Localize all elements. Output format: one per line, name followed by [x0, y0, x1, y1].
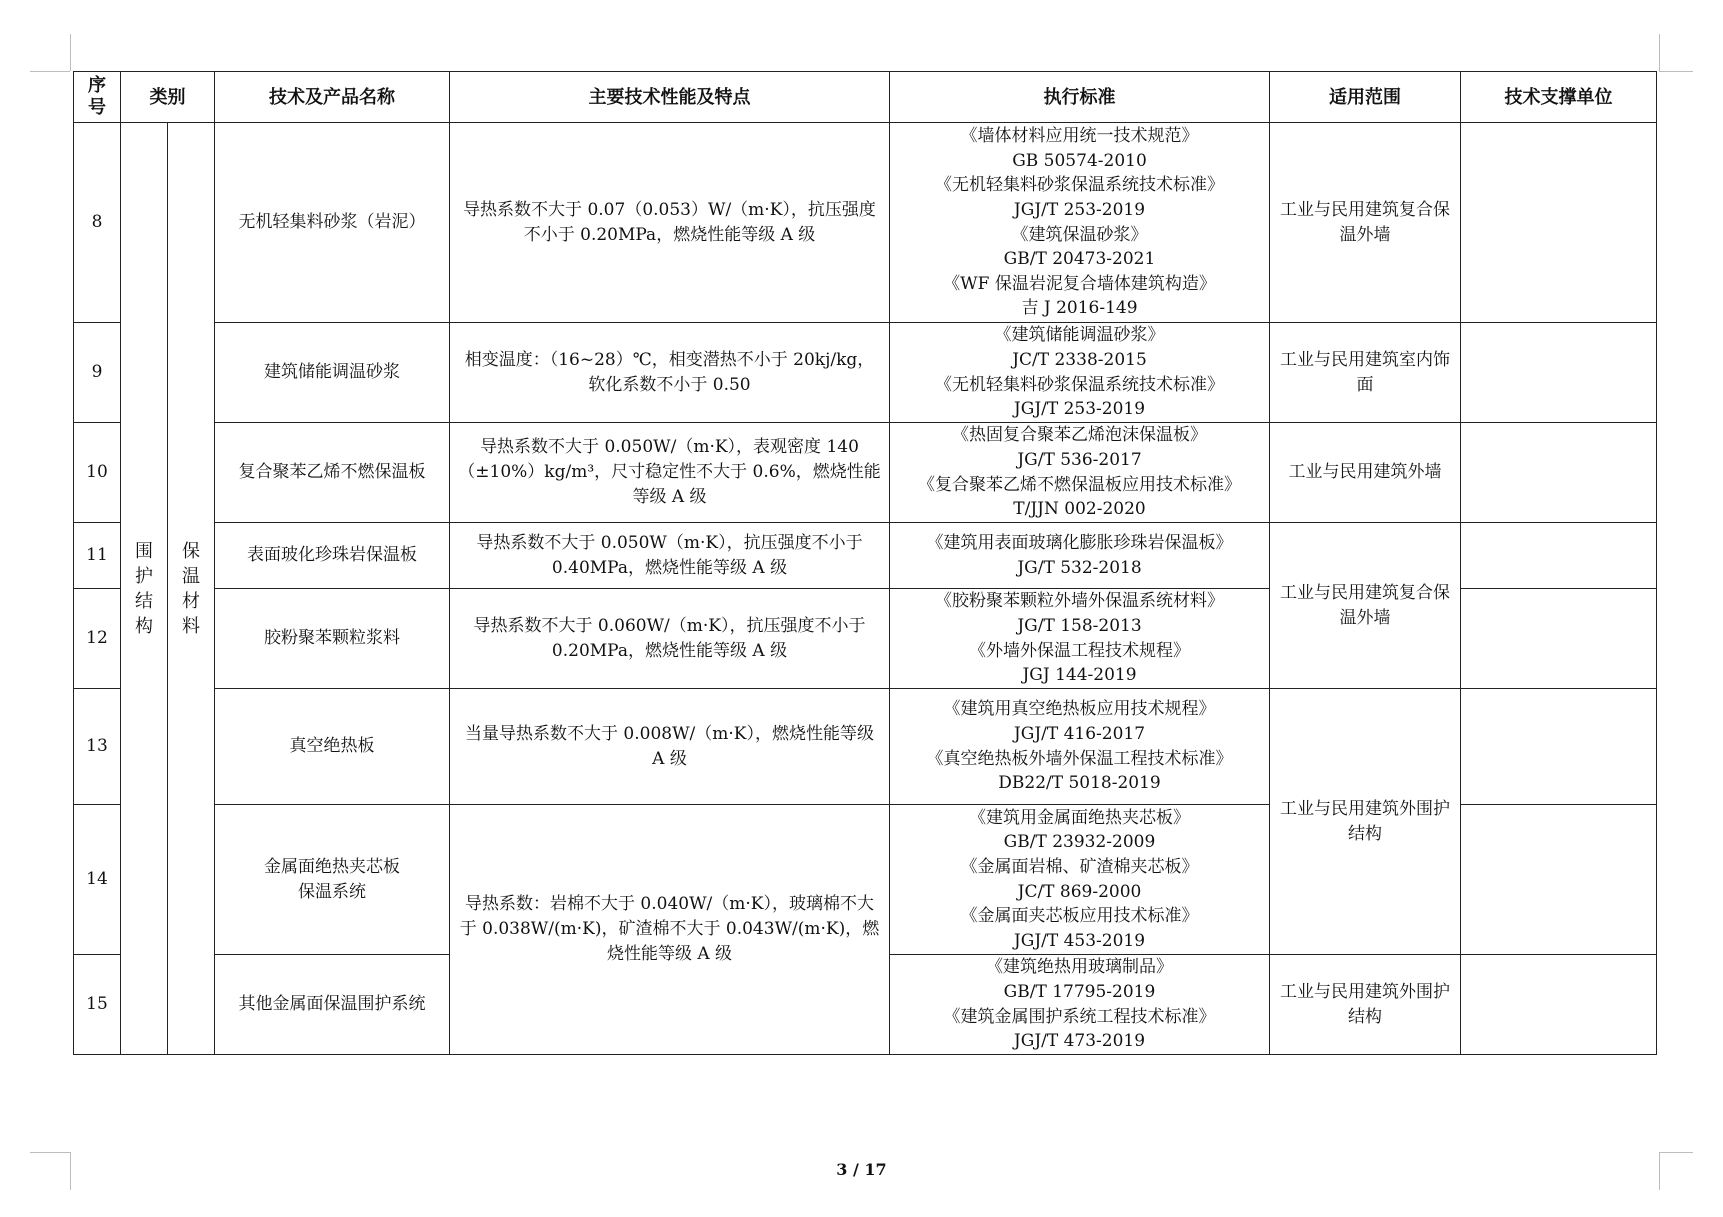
standard-line: 《外墙外保温工程技术规程》 [969, 640, 1190, 661]
standards-cell [890, 323, 1270, 423]
scope-cell: 工业与民用建筑外墙 [1270, 423, 1461, 523]
seq-cell: 14 [74, 805, 121, 955]
standard-line: GB 50574-2010 [1012, 150, 1147, 171]
name-line: 金属面绝热夹芯板 [264, 856, 400, 877]
name-cell: 复合聚苯乙烯不燃保温板 [215, 423, 450, 523]
crop-mark-tl-v [70, 34, 71, 71]
standard-line: 《金属面夹芯板应用技术标准》 [960, 906, 1199, 927]
features-cell: 导热系数不大于 0.050W/（m·K），表观密度 140（±10%）kg/m³，尺寸稳定性不大于 0.6%，燃烧性能等级 A 级 [450, 423, 890, 523]
standard-line: 《建筑金属围护系统工程技术标准》 [943, 1006, 1216, 1027]
standards-cell [890, 589, 1270, 689]
standard-line: JC/T 869-2000 [1017, 881, 1142, 902]
header-support: 技术支撑单位 [1461, 72, 1657, 123]
name-cell: 无机轻集料砂浆（岩泥） [215, 123, 450, 323]
standard-line: GB/T 20473-2021 [1003, 249, 1156, 270]
standard-line: JG/T 158-2013 [1017, 615, 1142, 636]
crop-mark-tr-h [1659, 71, 1693, 72]
seq-cell: 13 [74, 689, 121, 805]
table-row [74, 689, 1657, 805]
standard-line: 《墙体材料应用统一技术规范》 [960, 126, 1199, 147]
standard-line: T/JJN 002-2020 [1013, 499, 1146, 520]
standard-line: 《无机轻集料砂浆保温系统技术标准》 [935, 175, 1224, 196]
features-cell: 导热系数：岩棉不大于 0.040W/（m·K），玻璃棉不大于 0.038W/(m·K)，矿渣棉不大于 0.043W/(m·K)，燃烧性能等级 A 级 [450, 805, 890, 1055]
crop-mark-tr-v [1659, 34, 1660, 71]
standard-line: JGJ/T 253-2019 [1013, 399, 1146, 420]
standard-line: 《热固复合聚苯乙烯泡沫保温板》 [952, 425, 1207, 446]
features-cell: 当量导热系数不大于 0.008W/（m·K），燃烧性能等级 A 级 [450, 689, 890, 805]
table-row [74, 423, 1657, 523]
support-cell [1461, 323, 1657, 423]
standard-line: GB/T 23932-2009 [1003, 832, 1156, 853]
technology-table [73, 71, 1657, 1055]
standard-line: 《建筑用真空绝热板应用技术规程》 [943, 699, 1216, 720]
header-features: 主要技术性能及特点 [450, 72, 890, 123]
header-seq: 序号 [74, 72, 121, 123]
support-cell [1461, 589, 1657, 689]
features-cell: 导热系数不大于 0.050W（m·K），抗压强度不小于 0.40MPa，燃烧性能等级 A 级 [450, 523, 890, 589]
category-level1-cell [121, 123, 168, 1055]
standards-cell [890, 955, 1270, 1055]
standard-line: 《WF 保温岩泥复合墙体建筑构造》 [943, 273, 1216, 294]
table-row [74, 323, 1657, 423]
page-number: 3 / 17 [836, 1160, 887, 1179]
standard-line: JGJ/T 416-2017 [1013, 723, 1146, 744]
standard-line: 《建筑绝热用玻璃制品》 [986, 957, 1173, 978]
name-cell: 建筑储能调温砂浆 [215, 323, 450, 423]
category-level1: 围护结构 [135, 540, 153, 637]
crop-mark-br-h [1659, 1152, 1693, 1153]
features-cell: 导热系数不大于 0.07（0.053）W/（m·K），抗压强度不小于 0.20MPa，燃烧性能等级 A 级 [450, 123, 890, 323]
seq-cell: 8 [74, 123, 121, 323]
header-scope: 适用范围 [1270, 72, 1461, 123]
name-cell [215, 805, 450, 955]
standard-line: JG/T 532-2018 [1017, 557, 1142, 578]
name-line: 保温系统 [298, 881, 366, 902]
standard-line: 《建筑保温砂浆》 [1011, 224, 1148, 245]
support-cell [1461, 123, 1657, 323]
table-row [74, 123, 1657, 323]
category-level2: 保温材料 [182, 540, 200, 637]
name-cell: 表面玻化珍珠岩保温板 [215, 523, 450, 589]
scope-cell: 工业与民用建筑外围护结构 [1270, 955, 1461, 1055]
category-level2-cell [168, 123, 215, 1055]
seq-cell: 15 [74, 955, 121, 1055]
standards-cell [890, 805, 1270, 955]
standards-cell [890, 689, 1270, 805]
standards-cell [890, 523, 1270, 589]
standard-line: JGJ 144-2019 [1022, 665, 1137, 686]
standard-line: JGJ/T 453-2019 [1013, 930, 1146, 951]
standard-line: 《真空绝热板外墙外保温工程技术标准》 [926, 748, 1233, 769]
name-cell: 真空绝热板 [215, 689, 450, 805]
support-cell [1461, 523, 1657, 589]
scope-cell: 工业与民用建筑室内饰面 [1270, 323, 1461, 423]
standard-line: 《胶粉聚苯颗粒外墙外保温系统材料》 [935, 591, 1224, 612]
standard-line: DB22/T 5018-2019 [998, 773, 1161, 794]
standards-cell [890, 423, 1270, 523]
crop-mark-bl-h [30, 1152, 70, 1153]
features-cell: 导热系数不大于 0.060W/（m·K），抗压强度不小于 0.20MPa，燃烧性能等级 A 级 [450, 589, 890, 689]
standard-line: JC/T 2338-2015 [1012, 349, 1147, 370]
standard-line: JG/T 536-2017 [1017, 449, 1142, 470]
scope-cell: 工业与民用建筑复合保温外墙 [1270, 523, 1461, 689]
seq-cell: 10 [74, 423, 121, 523]
standard-line: 《金属面岩棉、矿渣棉夹芯板》 [960, 856, 1199, 877]
table-row [74, 523, 1657, 589]
scope-cell: 工业与民用建筑复合保温外墙 [1270, 123, 1461, 323]
standard-line: 《建筑用表面玻璃化膨胀珍珠岩保温板》 [926, 532, 1233, 553]
standard-line: 《无机轻集料砂浆保温系统技术标准》 [935, 374, 1224, 395]
seq-cell: 9 [74, 323, 121, 423]
standard-line: JGJ/T 253-2019 [1013, 199, 1146, 220]
standard-line: GB/T 17795-2019 [1003, 981, 1156, 1002]
name-cell: 胶粉聚苯颗粒浆料 [215, 589, 450, 689]
support-cell [1461, 689, 1657, 805]
standard-line: 《建筑储能调温砂浆》 [994, 325, 1165, 346]
standard-line: JGJ/T 473-2019 [1013, 1031, 1146, 1052]
support-cell [1461, 805, 1657, 955]
seq-cell: 11 [74, 523, 121, 589]
features-cell: 相变温度：（16~28）℃，相变潜热不小于 20kj/kg，软化系数不小于 0.50 [450, 323, 890, 423]
seq-cell: 12 [74, 589, 121, 689]
support-cell [1461, 955, 1657, 1055]
header-standards: 执行标准 [890, 72, 1270, 123]
header-name: 技术及产品名称 [215, 72, 450, 123]
crop-mark-tl-h [30, 71, 70, 72]
header-row [74, 72, 1657, 123]
support-cell [1461, 423, 1657, 523]
standard-line: 《复合聚苯乙烯不燃保温板应用技术标准》 [918, 474, 1241, 495]
header-category: 类别 [121, 72, 215, 123]
standard-line: 吉 J 2016-149 [1021, 298, 1138, 319]
standards-cell [890, 123, 1270, 323]
standard-line: 《建筑用金属面绝热夹芯板》 [969, 807, 1190, 828]
scope-cell: 工业与民用建筑外围护结构 [1270, 689, 1461, 955]
name-cell: 其他金属面保温围护系统 [215, 955, 450, 1055]
